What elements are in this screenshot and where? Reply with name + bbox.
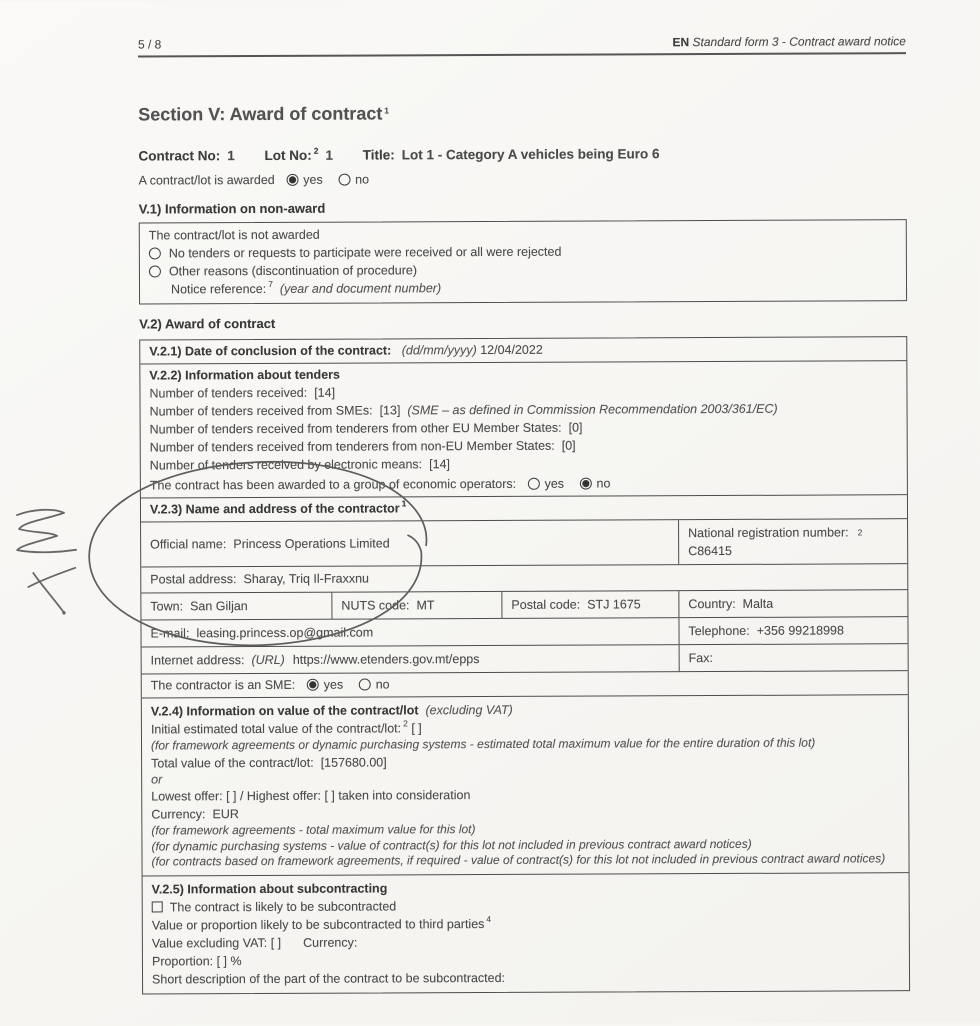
radio-group-no — [579, 478, 591, 490]
v25-heading: V.2.5) Information about subcontracting — [152, 877, 900, 898]
telephone-value: +356 99218998 — [757, 621, 844, 639]
v25-proportion: Proportion: [ ] % — [152, 949, 900, 970]
row-official-name — [141, 518, 907, 566]
row-postal-address: Postal address: Sharay, Triq Il-Fraxxnu — [141, 563, 907, 592]
v25-subcontracted-checkbox-line: The contract is likely to be subcontracted — [152, 895, 900, 916]
v2-table — [139, 336, 910, 994]
section-title — [138, 103, 389, 125]
v1-not-awarded: The contract/lot is not awarded — [149, 223, 897, 244]
currency-value: EUR — [212, 807, 238, 821]
town-value: San Giljan — [190, 597, 248, 615]
v24-note-contracts: (for contracts based on framework agreements, if required - value of contract(s) for this lot not included in previous contract award notices) — [151, 851, 899, 870]
row-v21 — [140, 337, 906, 363]
v25-vat-currency: Value excluding VAT: [ ] Currency: — [152, 931, 900, 952]
v25-value-proportion: Value or proportion likely to be subcontracted to third parties $^4$ — [152, 913, 900, 934]
v24-note-framework: (for framework agreements or dynamic purchasing systems - estimated total maximum value for the entire duration of this lot) — [151, 735, 899, 754]
telephone-cell: Telephone: +356 99218998 — [678, 617, 907, 644]
v22-non-eu: Number of tenders received from tenderers from non-EU Member States: [0] — [150, 435, 898, 456]
postal-code-cell: Postal code: STJ 1675 — [501, 591, 678, 618]
radio-awarded-yes-label: yes — [303, 173, 323, 187]
row-v23-heading — [141, 494, 907, 521]
radio-other-reasons — [149, 265, 161, 277]
postal-address-value: Sharay, Triq Il-Fraxxnu — [243, 570, 369, 589]
email-cell: E-mail: leasing.princess.op@gmail.com — [141, 618, 678, 646]
contract-lot-title-line — [138, 146, 685, 163]
footnote-ref: 4 — [486, 913, 491, 923]
radio-sme-no-label: no — [376, 677, 390, 691]
v24-total-value: Total value of the contract/lot: [157680.00] — [151, 751, 899, 772]
footnote-ref: 1 — [384, 105, 389, 115]
v24-note-dps: (for dynamic purchasing systems - value of contract(s) for this lot not included in previous contract award notices) — [151, 836, 899, 855]
radio-sme-yes-label: yes — [324, 678, 344, 692]
row-sme — [142, 670, 908, 697]
country-cell: Country: Malta — [678, 590, 907, 617]
v23-heading: V.2.3) Name and address of the contractor $^1$ — [150, 501, 406, 516]
official-name-value: Princess Operations Limited — [233, 534, 389, 553]
v24-initial-value: Initial estimated total value of the contract/lot: $^2$ [ ] — [151, 717, 899, 738]
national-registration-cell: National registration number: 2 C86415 — [678, 519, 907, 564]
footnote-ref: 2 — [314, 146, 319, 156]
v24-note-framework2: (for framework agreements - total maximum value for this lot) — [151, 820, 899, 839]
national-registration-value: C86415 — [688, 542, 732, 560]
sme-label: The contractor is an SME: — [151, 678, 296, 693]
v24-offers: Lowest offer: [ ] / Highest offer: [ ] taken into consideration — [151, 784, 899, 805]
official-name-cell: Official name: Princess Operations Limited — [141, 520, 678, 566]
row-internet-fax — [142, 643, 908, 673]
radio-awarded-no-label: no — [355, 173, 369, 187]
radio-awarded-no — [338, 174, 350, 186]
v25-short-description: Short description of the part of the contract to be subcontracted: — [152, 967, 900, 988]
v1-option-no-tenders: No tenders or requests to participate were received or all were rejected — [149, 241, 897, 262]
awarded-label: A contract/lot is awarded — [139, 173, 275, 188]
handwritten-margin-mark — [17, 510, 76, 553]
email-value: leasing.princess.op@gmail.com — [196, 624, 373, 643]
row-email-telephone — [141, 616, 907, 646]
v21-label: V.2.1) Date of conclusion of the contract: — [149, 343, 391, 358]
v1-notice-reference: Notice reference: $^7$ (year and document number) — [149, 277, 897, 298]
nuts-code-cell: NUTS code: MT — [331, 592, 501, 619]
v22-group-line: The contract has been awarded to a group of economic operators: yes no — [150, 473, 898, 494]
v1-box — [139, 219, 907, 304]
v21-date-value: 12/04/2022 — [480, 343, 543, 357]
v22-other-eu: Number of tenders received from tenderers from other EU Member States: [0] — [150, 417, 898, 438]
town-cell: Town: San Giljan — [141, 593, 331, 620]
v1-option-other-reasons: Other reasons (discontinuation of procedure) — [149, 259, 897, 280]
country-value: Malta — [743, 595, 774, 613]
v21-format-note: (dd/mm/yyyy) — [402, 343, 477, 357]
checkbox-likely-subcontracted — [152, 901, 163, 912]
footnote-ref: 1 — [402, 498, 407, 508]
v22-heading: V.2.2) Information about tenders — [149, 363, 897, 384]
page-header — [138, 34, 906, 57]
internet-address-cell: Internet address: (URL) https://www.etenders.gov.mt/epps — [142, 645, 679, 673]
radio-group-yes-label: yes — [545, 477, 565, 491]
language-code: EN — [672, 35, 689, 49]
url-note: (URL) — [251, 651, 284, 669]
contract-awarded-line — [139, 173, 370, 188]
radio-group-no-label: no — [596, 476, 610, 490]
radio-sme-yes — [307, 679, 319, 691]
radio-group-yes — [528, 478, 540, 490]
lot-title: Title: Lot 1 - Category A vehicles being Euro 6 — [363, 146, 660, 162]
radio-awarded-yes — [286, 174, 298, 186]
form-title — [672, 34, 906, 49]
postal-code-value: STJ 1675 — [587, 595, 641, 613]
row-v25 — [143, 872, 910, 993]
v22-electronic: Number of tenders received by electronic means: [14] — [150, 453, 898, 474]
lot-no: Lot No: $^2$ 1 — [264, 148, 333, 163]
handwritten-margin-crossbar — [28, 568, 75, 587]
v24-heading-line: V.2.4) Information on value of the contract/lot (excluding VAT) — [151, 699, 899, 720]
contract-no: Contract No: 1 — [138, 148, 234, 163]
v24-currency: Currency: EUR — [151, 802, 899, 823]
page-number: 5 / 8 — [138, 37, 161, 51]
internet-address-value: https://www.etenders.gov.mt/epps — [293, 650, 480, 669]
footnote-ref: 2 — [403, 718, 408, 728]
footnote-ref: 7 — [268, 279, 273, 289]
handwritten-pen-dot — [62, 611, 65, 614]
radio-no-tenders — [149, 247, 161, 259]
radio-sme-no — [359, 679, 371, 691]
v22-received-smes: Number of tenders received from SMEs: [13] (SME – as defined in Commission Recommendation 2003/361/EC) — [150, 399, 898, 420]
heading-v1: V.1) Information on non-award — [139, 201, 326, 217]
row-v24 — [142, 694, 909, 875]
nuts-code-value: MT — [416, 596, 434, 614]
v22-received: Number of tenders received: [14] — [149, 381, 897, 402]
heading-v2: V.2) Award of contract — [139, 316, 275, 332]
form-title-text: Standard form 3 - Contract award notice — [692, 34, 905, 49]
section-title-text: Section V: Award of contract — [138, 103, 382, 124]
row-v22 — [140, 360, 907, 497]
fax-cell: Fax: — [679, 644, 908, 671]
row-town-nuts-postcode-country — [141, 589, 907, 619]
v24-or: or — [151, 769, 899, 788]
handwritten-margin-stroke — [33, 573, 63, 612]
